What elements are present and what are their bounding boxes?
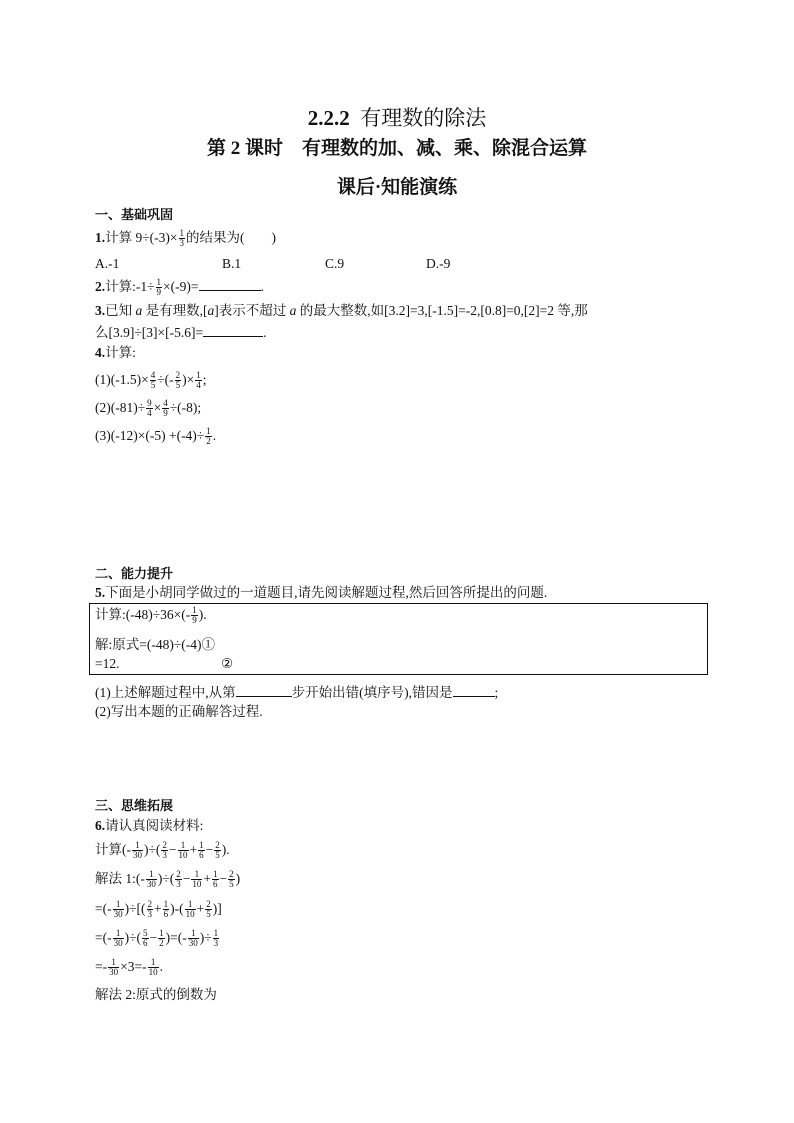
fraction <box>175 371 182 390</box>
expr-text: (2)(-81)÷ <box>95 400 146 415</box>
question-number: 2. <box>95 279 106 294</box>
question-4-part-3 <box>95 427 216 446</box>
question-4-part-2 <box>95 399 201 418</box>
punctuation: . <box>263 325 267 340</box>
fraction <box>191 870 202 889</box>
question-text: 计算 9÷(-3)× <box>105 230 178 245</box>
expr-text: 解法 1:(- <box>95 871 145 886</box>
expr-text: + <box>189 842 198 857</box>
question-number: 4. <box>95 345 106 360</box>
fraction <box>113 929 124 948</box>
numerator: 2 <box>175 370 181 381</box>
fraction <box>214 841 221 860</box>
option-b: B.1 <box>222 256 242 271</box>
answer-blank[interactable] <box>203 322 263 337</box>
question-5-sub-1 <box>95 682 498 702</box>
expr-text: ). <box>198 607 207 622</box>
question-text: 是有理数,[ <box>142 303 208 318</box>
expr-text: =- <box>95 959 108 974</box>
fraction <box>161 841 168 860</box>
fraction <box>213 929 220 948</box>
question-text: 的最大整数,如[3.2]=3,[-1.5]=-2,[0.8]=0,[2]=2 等,那 <box>296 303 588 318</box>
numerator: 1 <box>213 869 218 880</box>
expr-text: )÷ <box>199 930 212 945</box>
question-5 <box>95 584 547 602</box>
numerator: 1 <box>185 900 196 910</box>
punctuation: ; <box>202 372 207 387</box>
denominator: 3 <box>162 850 167 861</box>
expr-text: )× <box>182 372 195 387</box>
box-line-1 <box>95 606 207 625</box>
box-line-2: 解:原式=(-48)÷(-4)① <box>95 637 215 652</box>
section-heading-basic: 一、基础巩固 <box>95 207 174 222</box>
fraction <box>228 870 235 889</box>
numerator: 2 <box>229 869 234 880</box>
question-1 <box>95 229 276 248</box>
numerator: 1 <box>213 928 219 939</box>
denominator: 4 <box>147 408 152 419</box>
denominator: 9 <box>192 615 197 626</box>
numerator: 1 <box>191 870 202 880</box>
denominator: 3 <box>176 879 181 890</box>
punctuation: . <box>212 428 217 443</box>
fraction <box>205 900 212 919</box>
denominator: 4 <box>196 380 201 391</box>
question-number: 5. <box>95 585 106 600</box>
denominator: 5 <box>229 879 234 890</box>
denominator: 6 <box>199 850 204 861</box>
expr-text: )÷( <box>124 930 142 945</box>
fraction <box>179 229 186 248</box>
expr-text: (3)(-12)×(-5) +(-4)÷ <box>95 428 205 443</box>
expr-text: ÷(-8); <box>169 400 202 415</box>
punctuation: ; <box>494 685 499 700</box>
fraction <box>148 958 159 977</box>
fraction <box>212 870 219 889</box>
option-a: A.-1 <box>95 256 120 271</box>
denominator: 30 <box>133 850 142 861</box>
denominator: 3 <box>179 238 185 249</box>
option-c: C.9 <box>325 256 345 271</box>
numerator: 5 <box>143 928 148 939</box>
question-text: 的结果为( ) <box>186 230 277 245</box>
numerator: 4 <box>150 370 156 381</box>
section-title-text: 有理数的除法 <box>360 106 487 130</box>
material-line-5 <box>95 958 163 977</box>
fraction <box>185 900 196 919</box>
answer-blank[interactable] <box>453 682 495 697</box>
denominator: 6 <box>143 938 148 949</box>
variable: a <box>135 303 143 318</box>
numerator: 1 <box>113 929 124 939</box>
denominator: 10 <box>192 879 202 890</box>
numerator: 1 <box>132 841 143 851</box>
question-text: 计算:-1÷ <box>105 279 155 294</box>
fraction <box>146 399 153 418</box>
fraction <box>163 900 170 919</box>
denominator: 9 <box>156 287 162 298</box>
expr-text: 计算(- <box>95 842 131 857</box>
numerator: 1 <box>196 370 201 381</box>
denominator: 3 <box>213 938 219 949</box>
expr-text: =(- <box>95 901 112 916</box>
denominator: 30 <box>113 909 123 920</box>
question-text: 计算: <box>105 345 136 360</box>
denominator: 5 <box>175 380 181 391</box>
question-number: 1. <box>95 230 106 245</box>
step-marker: ② <box>221 656 234 671</box>
question-text: 请认真阅读材料: <box>105 818 204 833</box>
question-number: 6. <box>95 818 106 833</box>
denominator: 10 <box>148 967 158 978</box>
question-5-sub-2: (2)写出本题的正确解答过程. <box>95 704 263 719</box>
option-d: D.-9 <box>426 256 451 271</box>
numerator: 1 <box>192 605 197 616</box>
denominator: 30 <box>188 938 198 949</box>
expr-text: × <box>153 400 162 415</box>
denominator: 3 <box>147 909 153 920</box>
question-2 <box>95 276 264 297</box>
material-line-2 <box>95 870 240 889</box>
numerator: 1 <box>178 841 189 851</box>
fraction <box>188 929 199 948</box>
fraction <box>178 841 189 860</box>
answer-blank[interactable] <box>199 276 261 291</box>
expr-text: + <box>196 901 205 916</box>
question-4-part-1 <box>95 371 207 390</box>
expr-text: ÷(- <box>157 372 174 387</box>
fraction <box>191 606 198 625</box>
fraction <box>156 278 163 297</box>
expr-text: =12. <box>95 656 120 671</box>
expr-text: ). <box>221 842 230 857</box>
numerator: 1 <box>156 277 162 288</box>
numerator: 1 <box>148 958 159 968</box>
expr-text: − <box>219 871 228 886</box>
numerator: 1 <box>206 426 211 437</box>
expr-text: − <box>205 842 214 857</box>
expr-text: 计算:(-48)÷36×(- <box>95 607 191 622</box>
expr-text: − <box>168 842 177 857</box>
numerator: 1 <box>188 929 199 939</box>
fraction <box>195 371 202 390</box>
expr-text: − <box>182 871 191 886</box>
numerator: 1 <box>113 900 124 910</box>
variable: a <box>289 303 297 318</box>
punctuation: . <box>159 959 163 974</box>
expr-text: − <box>149 930 158 945</box>
section-title <box>0 102 794 132</box>
question-text: 步开始出错(填序号),错因是 <box>291 685 453 700</box>
denominator: 10 <box>178 850 188 861</box>
expr-text: )-( <box>170 901 184 916</box>
question-4 <box>95 344 136 362</box>
fraction <box>142 929 149 948</box>
box-line-3 <box>95 655 234 673</box>
question-6 <box>95 817 203 835</box>
fraction <box>132 841 143 860</box>
expr-text: ) <box>235 871 241 886</box>
question-number: 3. <box>95 303 106 318</box>
expr-text: )÷( <box>157 871 175 886</box>
fraction <box>175 870 182 889</box>
expr-text: + <box>154 901 162 916</box>
denominator: 5 <box>206 909 211 920</box>
denominator: 5 <box>150 380 156 391</box>
fraction <box>158 929 165 948</box>
question-text: 已知 <box>105 303 136 318</box>
numerator: 1 <box>199 840 204 851</box>
denominator: 30 <box>109 967 119 978</box>
material-line-6: 解法 2:原式的倒数为 <box>95 987 217 1002</box>
fraction <box>113 900 124 919</box>
denominator: 2 <box>206 436 211 447</box>
numerator: 2 <box>176 869 181 880</box>
material-line-3 <box>95 900 222 919</box>
material-line-1 <box>95 841 230 860</box>
numerator: 4 <box>163 398 168 409</box>
section-number: 2.2.2 <box>307 106 350 130</box>
denominator: 9 <box>163 408 168 419</box>
denominator: 2 <box>159 938 164 949</box>
numerator: 2 <box>215 840 220 851</box>
numerator: 1 <box>108 958 119 968</box>
numerator: 1 <box>179 228 185 239</box>
denominator: 6 <box>163 909 169 920</box>
expr-text: =(- <box>95 930 112 945</box>
question-text: (1)上述解题过程中,从第 <box>95 685 236 700</box>
question-3-line-2 <box>95 322 266 342</box>
material-line-4 <box>95 929 220 948</box>
fraction <box>198 841 205 860</box>
fraction <box>108 958 119 977</box>
variable: a <box>207 303 215 318</box>
expr-text: )÷( <box>144 842 161 857</box>
numerator: 1 <box>159 928 164 939</box>
question-text: ×(-9)= <box>163 279 199 294</box>
fraction <box>146 870 157 889</box>
fraction <box>147 900 154 919</box>
numerator: 1 <box>146 870 157 880</box>
numerator: 2 <box>147 899 153 910</box>
denominator: 6 <box>213 879 218 890</box>
question-3-line-1 <box>95 302 588 320</box>
question-text: 下面是小胡同学做过的一道题目,请先阅读解题过程,然后回答所提出的问题. <box>105 585 548 600</box>
denominator: 30 <box>113 938 123 949</box>
denominator: 10 <box>185 909 195 920</box>
numerator: 1 <box>163 899 169 910</box>
lesson-title: 第 2 课时 有理数的加、减、乘、除混合运算 <box>206 138 587 159</box>
numerator: 9 <box>147 398 152 409</box>
expr-text: )÷[( <box>124 901 146 916</box>
numerator: 2 <box>162 840 167 851</box>
question-text: 么[3.9]÷[3]×[-5.6]= <box>95 325 204 340</box>
fraction <box>162 399 169 418</box>
denominator: 5 <box>215 850 220 861</box>
answer-blank[interactable] <box>236 682 292 697</box>
fraction <box>150 371 157 390</box>
punctuation: . <box>260 279 264 294</box>
section-heading-ability: 二、能力提升 <box>95 566 174 581</box>
expr-text: )] <box>212 901 222 916</box>
expr-text: (1)(-1.5)× <box>95 372 149 387</box>
denominator: 30 <box>146 879 156 890</box>
question-text: ]表示不超过 <box>214 303 290 318</box>
numerator: 2 <box>206 899 211 910</box>
exercise-title: 课后·知能演练 <box>336 177 458 198</box>
section-heading-thinking: 三、思维拓展 <box>95 798 174 813</box>
expr-text: )=(- <box>165 930 187 945</box>
expr-text: + <box>203 871 212 886</box>
expr-text: ×3=- <box>120 959 147 974</box>
fraction <box>205 427 212 446</box>
